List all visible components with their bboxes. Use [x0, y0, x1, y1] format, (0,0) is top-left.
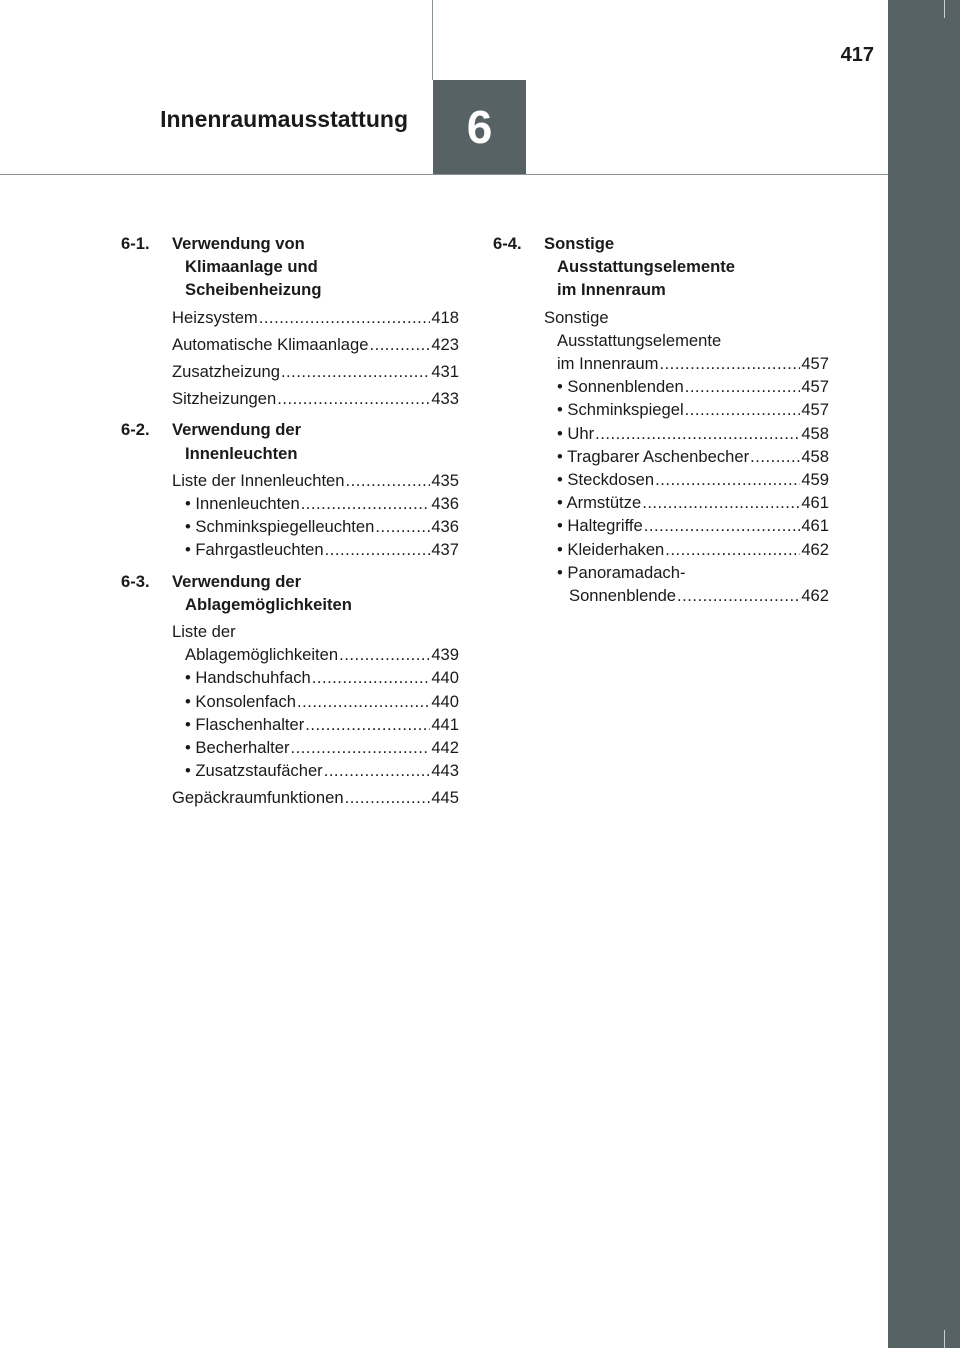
toc-subentry[interactable] — [544, 445, 829, 468]
entry-page: 457 — [801, 400, 829, 420]
toc-subentry[interactable] — [172, 538, 459, 561]
chapter-tab-bar — [888, 0, 960, 1348]
entry-page: 458 — [801, 423, 829, 443]
dot-leader — [655, 468, 800, 491]
entry-label: • Flaschenhalter — [185, 714, 305, 734]
dot-leader — [259, 306, 431, 329]
entry-label: • Uhr — [557, 423, 595, 443]
entry-page: 418 — [431, 307, 459, 327]
toc-entry[interactable] — [172, 306, 459, 329]
entry-label: • Schminkspiegel — [557, 400, 684, 420]
toc-entry[interactable] — [172, 387, 459, 410]
dot-leader — [339, 643, 430, 666]
section-title-line: Scheibenheizung — [185, 280, 322, 300]
section-title-line: Sonstige — [544, 234, 615, 253]
toc-subentry[interactable] — [544, 375, 829, 398]
dot-leader — [305, 713, 430, 736]
entry-page: 441 — [431, 714, 459, 734]
entry-label: • Haltegriffe — [557, 516, 643, 536]
section-number: 6-4. — [493, 234, 522, 253]
entry-page: 458 — [801, 446, 829, 466]
toc-subentry[interactable] — [172, 515, 459, 538]
dot-leader — [277, 387, 430, 410]
entry-page: 459 — [801, 470, 829, 490]
dot-leader — [595, 422, 800, 445]
entry-page: 462 — [801, 539, 829, 559]
toc-entries — [172, 620, 459, 810]
entry-page: 435 — [431, 470, 459, 490]
section-number: 6-2. — [121, 420, 150, 440]
dot-leader — [346, 469, 431, 492]
entry-label: • Becherhalter — [185, 738, 290, 758]
toc-entry[interactable] — [172, 620, 459, 666]
entry-label: im Innenraum — [557, 354, 659, 374]
toc-entry[interactable] — [544, 306, 829, 376]
toc-section — [121, 418, 459, 561]
entry-page: 433 — [431, 389, 459, 409]
section-title-line: im Innenraum — [557, 280, 666, 300]
toc-entry[interactable] — [172, 360, 459, 383]
entry-page: 445 — [431, 788, 459, 808]
toc-subentry[interactable] — [172, 759, 459, 782]
section-title-line: Klimaanlage und — [185, 257, 318, 277]
entry-label: • Zusatzstaufächer — [185, 761, 323, 781]
header-rule — [0, 174, 888, 175]
dot-leader — [324, 759, 431, 782]
entry-label: Zusatzheizung — [172, 362, 280, 382]
entry-label: Automatische Klimaanlage — [172, 334, 369, 354]
entry-label: • Handschuhfach — [185, 668, 311, 688]
entry-page: 436 — [431, 494, 459, 514]
dot-leader — [685, 375, 801, 398]
entry-page: 443 — [431, 761, 459, 781]
entry-label-line: Ausstattungselemente — [557, 330, 722, 350]
section-title-line: Ausstattungselemente — [557, 257, 735, 277]
section-title-line: Verwendung von — [172, 234, 305, 253]
toc-subentry[interactable] — [172, 492, 459, 515]
entry-label: • Kleiderhaken — [557, 539, 665, 559]
entry-page: 457 — [801, 354, 829, 374]
toc-section — [121, 232, 459, 410]
section-title — [172, 570, 459, 616]
toc-entries — [544, 306, 829, 608]
entry-page: 437 — [431, 540, 459, 560]
section-title-line: Innenleuchten — [185, 443, 298, 463]
toc-subentry[interactable] — [544, 398, 829, 421]
toc-section — [493, 232, 829, 607]
dot-leader — [281, 360, 430, 383]
toc-subentry[interactable] — [172, 713, 459, 736]
chapter-number: 6 — [466, 101, 493, 153]
toc-right-column — [493, 232, 829, 614]
section-number: 6-1. — [121, 234, 150, 253]
entry-label-line: • Panoramadach- — [557, 562, 686, 582]
entry-label: • Steckdosen — [557, 470, 655, 490]
section-heading[interactable] — [121, 418, 459, 464]
entry-page: 431 — [431, 362, 459, 382]
dot-leader — [325, 538, 431, 561]
toc-subentry[interactable] — [544, 538, 829, 561]
entry-page: 440 — [431, 691, 459, 711]
dot-leader — [659, 352, 800, 375]
dot-leader — [750, 445, 800, 468]
entry-label-line: Sonstige — [544, 307, 609, 327]
entry-label: Ablagemöglichkeiten — [185, 645, 339, 665]
section-heading[interactable] — [121, 232, 459, 302]
toc-subentry[interactable] — [172, 690, 459, 713]
dot-leader — [345, 786, 431, 809]
section-title — [544, 232, 829, 302]
section-heading[interactable] — [493, 232, 829, 302]
entry-page: 461 — [801, 516, 829, 536]
entry-label-line: Liste der — [172, 622, 236, 642]
dot-leader — [642, 491, 800, 514]
entry-page: 440 — [431, 668, 459, 688]
entry-page: 436 — [431, 517, 459, 537]
crop-mark — [944, 0, 945, 18]
toc-subentry[interactable] — [172, 666, 459, 689]
header-divider-vertical — [432, 0, 433, 80]
section-number: 6-3. — [121, 571, 150, 591]
entry-label: Sonnenblende — [569, 586, 677, 606]
dot-leader — [665, 538, 800, 561]
section-title-line: Ablagemöglichkeiten — [185, 594, 352, 614]
toc-entries — [172, 306, 459, 411]
section-title — [172, 418, 459, 464]
section-title-line: Verwendung der — [172, 571, 302, 591]
toc-entry[interactable] — [172, 469, 459, 492]
section-title — [172, 232, 459, 302]
entry-label: Sitzheizungen — [172, 389, 277, 409]
toc-left-column — [121, 232, 459, 817]
entry-page: 457 — [801, 377, 829, 397]
toc-subentry[interactable] — [544, 468, 829, 491]
section-heading[interactable] — [121, 570, 459, 616]
toc-entry[interactable] — [172, 333, 459, 356]
entry-label: Liste der Innenleuchten — [172, 470, 345, 490]
crop-mark — [944, 1330, 945, 1348]
dot-leader — [369, 333, 430, 356]
chapter-title: Innenraumausstattung — [160, 106, 408, 132]
toc-section — [121, 570, 459, 810]
entry-page: 462 — [801, 586, 829, 606]
dot-leader — [312, 666, 431, 689]
dot-leader — [644, 514, 801, 537]
page-number: 417 — [840, 44, 874, 66]
toc-entry[interactable] — [172, 786, 459, 809]
dot-leader — [685, 398, 801, 421]
entry-page: 461 — [801, 493, 829, 513]
chapter-number-box — [433, 80, 526, 174]
toc-subentry[interactable] — [544, 491, 829, 514]
entry-label: Heizsystem — [172, 307, 258, 327]
dot-leader — [301, 492, 431, 515]
entry-label: Gepäckraumfunktionen — [172, 788, 344, 808]
toc-subentry[interactable] — [544, 561, 829, 607]
entry-label: • Konsolenfach — [185, 691, 296, 711]
dot-leader — [677, 584, 800, 607]
entry-page: 439 — [431, 645, 459, 665]
entry-label: • Fahrgastleuchten — [185, 540, 324, 560]
dot-leader — [375, 515, 430, 538]
dot-leader — [291, 736, 431, 759]
entry-label: • Innenleuchten — [185, 494, 300, 514]
toc-subentry[interactable] — [544, 514, 829, 537]
entry-page: 442 — [431, 738, 459, 758]
entry-page: 423 — [431, 334, 459, 354]
toc-subentry[interactable] — [172, 736, 459, 759]
section-title-line: Verwendung der — [172, 420, 302, 440]
entry-label: • Tragbarer Aschenbecher — [557, 446, 750, 466]
entry-label: • Sonnenblenden — [557, 377, 684, 397]
toc-entries — [172, 469, 459, 562]
entry-label: • Schminkspiegelleuchten — [185, 517, 375, 537]
dot-leader — [297, 690, 430, 713]
toc-subentry[interactable] — [544, 422, 829, 445]
entry-label: • Armstütze — [557, 493, 642, 513]
